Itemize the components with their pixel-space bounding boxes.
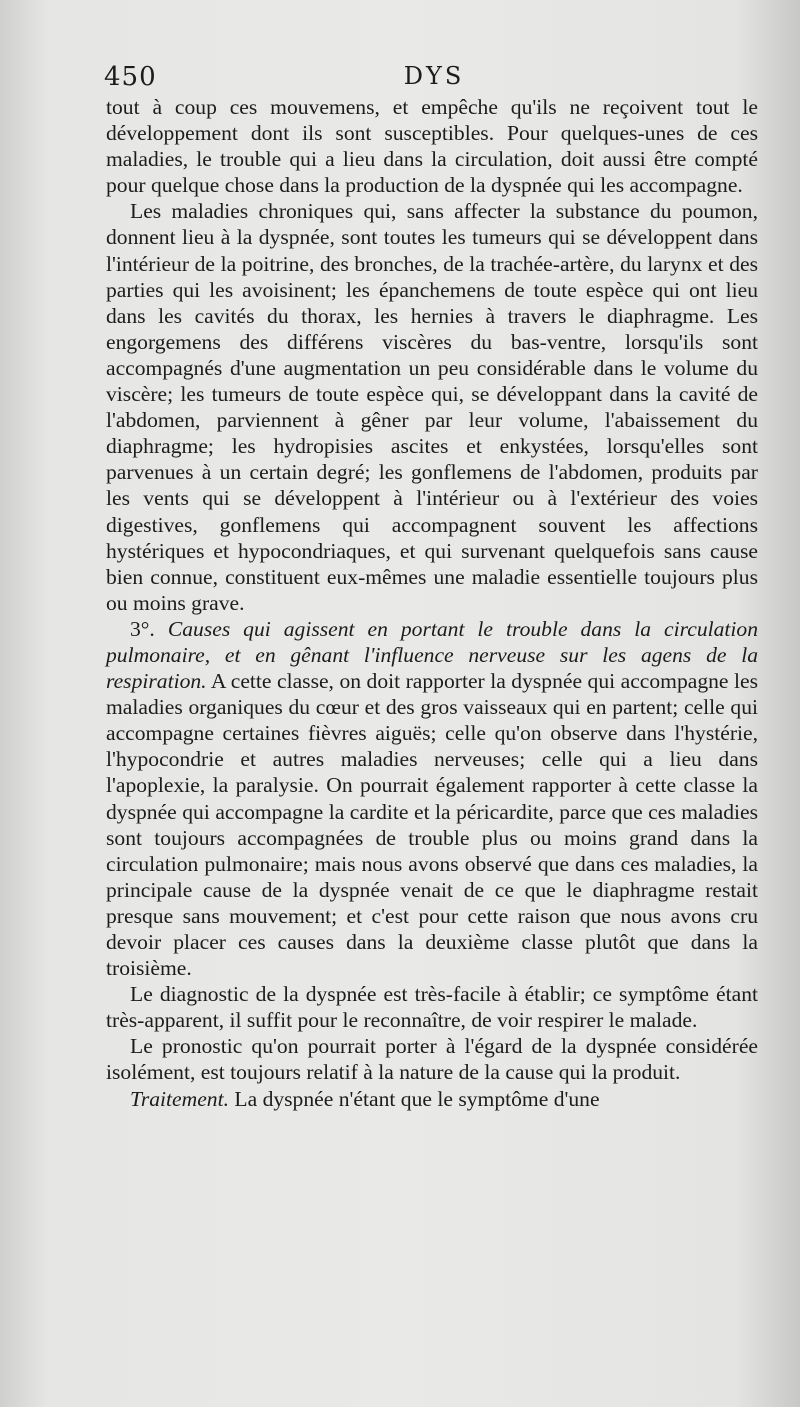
paragraph-traitement	[106, 1086, 758, 1112]
body-text	[106, 94, 758, 1112]
paragraph-text: tout à coup ces mouvemens, et empêche qu'ils ne reçoivent tout le développement dont ils sont susceptibles. Pour quelques-unes de ces maladies, le trouble qui a lieu dans la circulation, doit aussi être compté pour quelque chose dans la production de la dyspnée qui les accompagne.	[106, 95, 758, 198]
paragraph-text: Le pronostic qu'on pourrait porter à l'égard de la dyspnée considérée isolément, est toujours relatif à la nature de la cause qui la produit.	[106, 1034, 758, 1085]
section-number: 3°.	[130, 616, 155, 641]
paragraph-text: Le diagnostic de la dyspnée est très-facile à établir; ce symptôme étant très-apparent, il suffit pour le reconnaître, de voir respirer le malade.	[106, 982, 758, 1033]
paragraph	[106, 198, 758, 616]
section-heading: Causes qui agissent en portant le trouble dans la circulation pulmonaire, et en gênant l'influence nerveuse sur les agens de la respiration.	[106, 616, 758, 694]
paragraph	[106, 94, 758, 198]
page-number: 450	[104, 62, 157, 92]
paragraph-text: Les maladies chroniques qui, sans affecter la substance du poumon, donnent lieu à la dyspnée, sont toutes les tumeurs qui se développent dans l'intérieur de la poitrine, des bronches, de la trachée-artère, du larynx et des parties qui les avoisinent; les épanchemens de toute espèce qui ont lieu dans les cavités du thorax, les hernies à travers le diaphragme. Les engorgemens des différens viscères du bas-ventre, lorsqu'ils sont accompagnés d'une augmentation un peu considérable dans le volume du viscère; les tumeurs de toute espèce qui, se développant dans la cavité de l'abdomen, parviennent à gêner par leur volume, l'abaissement du diaphragme; les hydropisies ascites et enkystées, lorsqu'elles sont parvenues à un certain degré; les gonflemens de l'abdomen, produits par les vents qui se développent à l'intérieur ou à l'extérieur des voies digestives, gonflemens qui accompagnent souvent les affections hystériques et hypocondriaques, et qui survenant quelquefois sans cause bien connue, constituent eux-mêmes une maladie essentielle toujours plus ou moins grave.	[106, 199, 758, 615]
page-header	[104, 58, 764, 98]
paragraph-section-3	[106, 616, 758, 981]
paragraph-diagnostic	[106, 981, 758, 1033]
running-head: DYS	[403, 62, 465, 90]
paragraph-pronostic	[106, 1033, 758, 1085]
paragraph-text: La dyspnée n'étant que le symptôme d'une	[234, 1086, 600, 1111]
section-heading: Traitement.	[130, 1086, 229, 1111]
paragraph-text: A cette classe, on doit rapporter la dyspnée qui accompagne les maladies organiques du cœur et des gros vaisseaux qui en partent; celle qui accompagne certaines fièvres aiguës; celle qu'on observe dans l'hystérie, l'hypocondrie et autres maladies nerveuses; celle qui a lieu dans l'apoplexie, la paralysie. On pourrait également rapporter à cette classe la dyspnée qui accompagne la cardite et la péricardite, parce que ces maladies sont toujours accompagnées de trouble plus ou moins grand dans la circulation pulmonaire; mais nous avons observé que dans ces maladies, la principale cause de la dyspnée venait de ce que le diaphragme restait presque sans mouvement; et c'est pour cette raison que nous avons cru devoir placer ces causes dans la deuxième classe plutôt que dans la troisième.	[106, 669, 758, 981]
